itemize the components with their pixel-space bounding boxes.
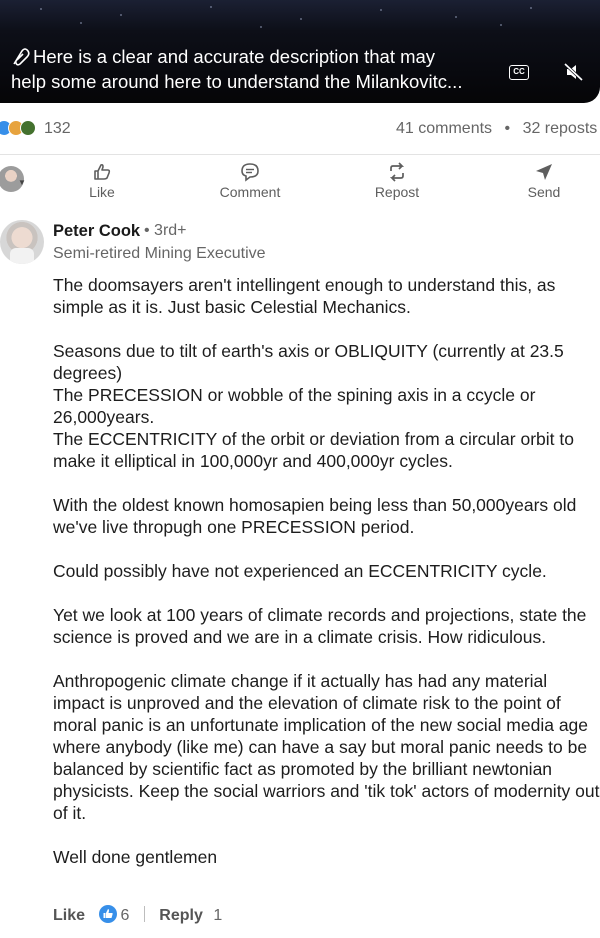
video-player[interactable] [0,0,600,103]
paperclip-icon [11,48,33,71]
reply-count[interactable]: 1 [213,907,223,924]
send-button[interactable] [499,162,589,200]
repost-button[interactable] [352,162,442,200]
connection-degree: • 3rd+ [144,222,187,239]
reaction-count[interactable]: 132 [44,120,71,137]
commenter-avatar[interactable] [0,220,44,264]
reply-button[interactable]: Reply [159,907,203,924]
like-reaction-icon [99,905,117,923]
commenter-headline: Semi-retired Mining Executive [53,245,266,262]
commenter-name[interactable]: Peter Cook [53,222,141,240]
comment-paragraph: Anthropogenic climate change if it actually has had any material impact is unproved and the elevation of climate risk to the point of moral panic is an unfortunate implication of the new social media age where anybody (like me) can have a say but moral panic needs to be balanced by scientific fact as promoted by the brilliant newtonian physicists. Keep the social warriors and 'tik tok' actors of modernity out of it. [53,671,600,823]
action-bar [0,160,600,204]
thumbs-up-icon [92,162,112,182]
comment-paragraph: Well done gentlemen [53,847,218,867]
comment-paragraph: Could possibly have not experienced an ECCENTRICITY cycle. [53,561,547,581]
mute-icon[interactable] [563,62,585,82]
caption-line-1: Here is a clear and accurate description that may [33,46,436,67]
send-label: Send [527,184,561,200]
comments-count[interactable]: 41 comments [396,120,493,137]
comment-paragraph: Yet we look at 100 years of climate records and projections, state the science is proved and we are in a climate crisis. How ridiculous. [53,605,587,647]
comment-paragraph: The doomsayers aren't intellingent enough to understand this, as simple as it is. Just basic Celestial Mechanics. [53,275,556,317]
comment-button[interactable] [205,162,295,200]
comment-label: Comment [219,184,281,200]
social-counts [0,118,600,142]
caption-line-2: help some around here to understand the Milankovitc... [11,71,463,92]
comment-footer [53,905,222,925]
comment-icon [240,162,260,182]
repost-label: Repost [374,184,420,200]
comment-paragraph: With the oldest known homosapien being less than 50,000years old we've live thropugh one PRECESSION period. [53,495,577,537]
separator-dot: • [504,120,511,137]
comment-paragraph: Seasons due to tilt of earth's axis or OBLIQUITY (currently at 23.5 degrees) The PRECESSION or wobble of the spining axis in a ccycle or 26,000years. The ECCENTRICITY of the orbit or deviation from a circular orbit to make it elliptical in 100,000yr and 400,000yr cycles. [53,341,574,471]
comment-like-button[interactable]: Like [53,907,86,924]
repost-icon [387,162,407,182]
closed-captions-button[interactable]: CC [509,65,529,80]
reposts-count[interactable]: 32 reposts [522,120,598,137]
like-label: Like [89,184,115,200]
chevron-down-icon[interactable]: ▼ [18,178,26,187]
footer-divider [144,906,145,922]
comment-body [53,274,600,868]
support-reaction-icon [20,120,36,136]
like-button[interactable] [57,162,147,200]
send-icon [534,162,554,182]
video-caption [11,46,491,93]
reaction-icons[interactable] [0,119,32,139]
divider [0,154,600,155]
comment-like-count[interactable]: 6 [120,907,130,924]
